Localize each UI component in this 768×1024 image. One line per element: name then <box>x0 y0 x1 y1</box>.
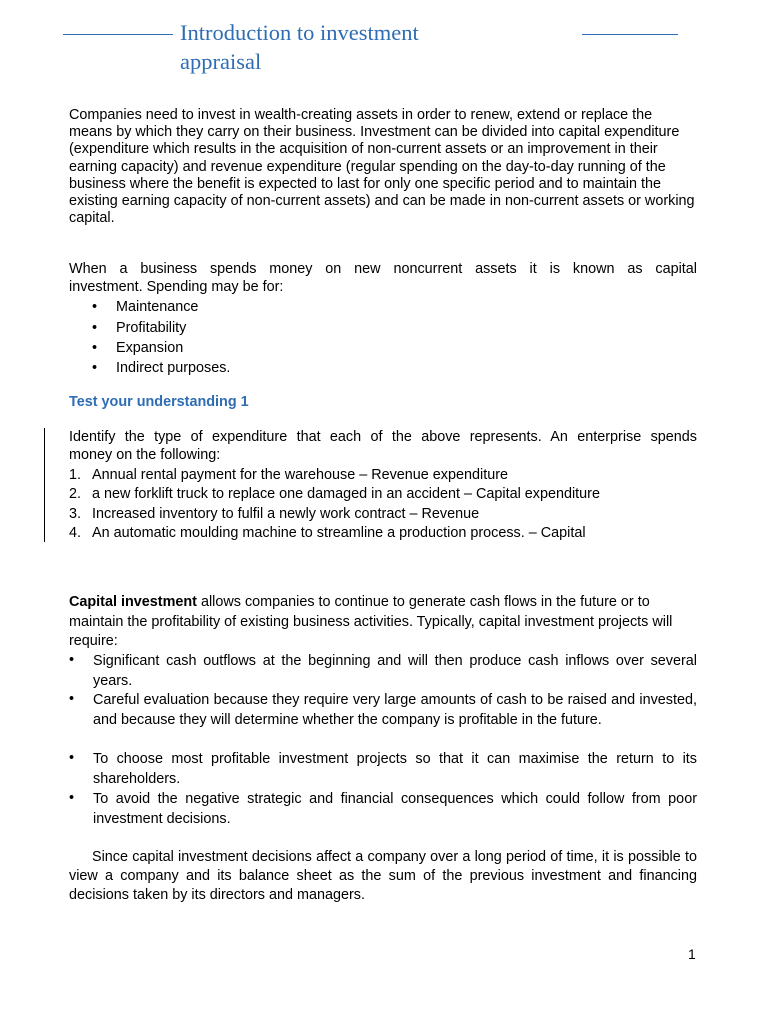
list-item <box>69 750 697 790</box>
list-item <box>92 299 392 317</box>
list-item <box>92 320 392 338</box>
bullet-glyph: • <box>92 340 98 356</box>
test-intro-line-2: money on the following: <box>69 447 221 463</box>
capital-paragraph-line-1: When a business spends money on new noncurrent assets it is known as capital <box>69 261 697 277</box>
bullet-glyph: • <box>69 652 75 668</box>
page-title <box>180 18 570 76</box>
capital-investment-term: Capital investment <box>69 594 197 610</box>
list-item <box>69 506 697 524</box>
bullet-glyph: • <box>69 691 75 707</box>
bullet-glyph: • <box>69 790 75 806</box>
capital-investment-paragraph <box>69 593 697 652</box>
list-item-text: Annual rental payment for the warehouse – Revenue expenditure <box>92 467 509 483</box>
change-bar <box>44 428 45 542</box>
list-item-text: To choose most profitable investment projects so that it can maximise the return to its shareholders. <box>93 751 697 787</box>
capital-paragraph-line-2: investment. Spending may be for: <box>69 279 284 295</box>
list-item-label: Maintenance <box>116 299 199 315</box>
list-item <box>69 467 697 485</box>
list-item-text: An automatic moulding machine to streamline a production process. – Capital <box>92 525 586 541</box>
list-item-label: Expansion <box>116 340 184 356</box>
list-item <box>69 691 697 751</box>
title-rule-left <box>63 34 173 35</box>
list-item-text: Increased inventory to fulfil a newly work contract – Revenue <box>92 506 480 522</box>
list-item-number: 4. <box>69 525 82 541</box>
list-item <box>69 790 697 830</box>
closing-paragraph: Since capital investment decisions affect a company over a long period of time, it is possible to view a company and its balance sheet as the sum of the previous investment and financing decisions taken by its directors and managers. <box>69 849 697 904</box>
list-item <box>92 360 392 378</box>
list-item-number: 2. <box>69 486 82 502</box>
list-item <box>92 340 392 358</box>
bullet-glyph: • <box>92 299 98 315</box>
list-item-number: 1. <box>69 467 82 483</box>
list-item-number: 3. <box>69 506 82 522</box>
test-heading: Test your understanding 1 <box>69 394 249 410</box>
list-item-text: Careful evaluation because they require very large amounts of cash to be raised and invested, and because they will determine whether the company is profitable in the future. <box>93 692 697 728</box>
capital-investment-text: allows companies to continue to generate cash flows in the future or to maintain the profitability of existing business activities. Typically, capital investment projects will require: <box>69 594 673 649</box>
list-item <box>69 652 697 692</box>
list-item <box>69 486 697 504</box>
bullet-glyph: • <box>69 750 75 766</box>
bullet-glyph: • <box>92 320 98 336</box>
list-item-text: Significant cash outflows at the beginning and will then produce cash inflows over several years. <box>93 653 697 689</box>
page-number: 1 <box>688 946 696 962</box>
bullet-glyph: • <box>92 360 98 376</box>
page-title-line-1: Introduction to investment <box>180 20 419 45</box>
page-title-line-2: appraisal <box>180 49 262 74</box>
list-item-label: Indirect purposes. <box>116 360 231 376</box>
test-intro-line-1: Identify the type of expenditure that each of the above represents. An enterprise spends <box>69 429 697 445</box>
list-item-text: a new forklift truck to replace one damaged in an accident – Capital expenditure <box>92 486 600 502</box>
intro-paragraph: Companies need to invest in wealth-creating assets in order to renew, extend or replace the means by which they carry on their business. Investment can be divided into capital expenditure (expenditure which results in the acquisition of non-current assets or an improvement in their earning capacity) and revenue expenditure (regular spending on the day-to-day running of the business where the benefit is expected to last for only one specific period and to maintain the existing earning capacity of non-current assets) and can be made in non-current assets or working capital. <box>69 107 695 227</box>
list-item-text: To avoid the negative strategic and financial consequences which could follow from poor investment decisions. <box>93 791 697 827</box>
list-item-label: Profitability <box>116 320 187 336</box>
title-rule-right <box>582 34 678 35</box>
list-item <box>69 525 697 543</box>
